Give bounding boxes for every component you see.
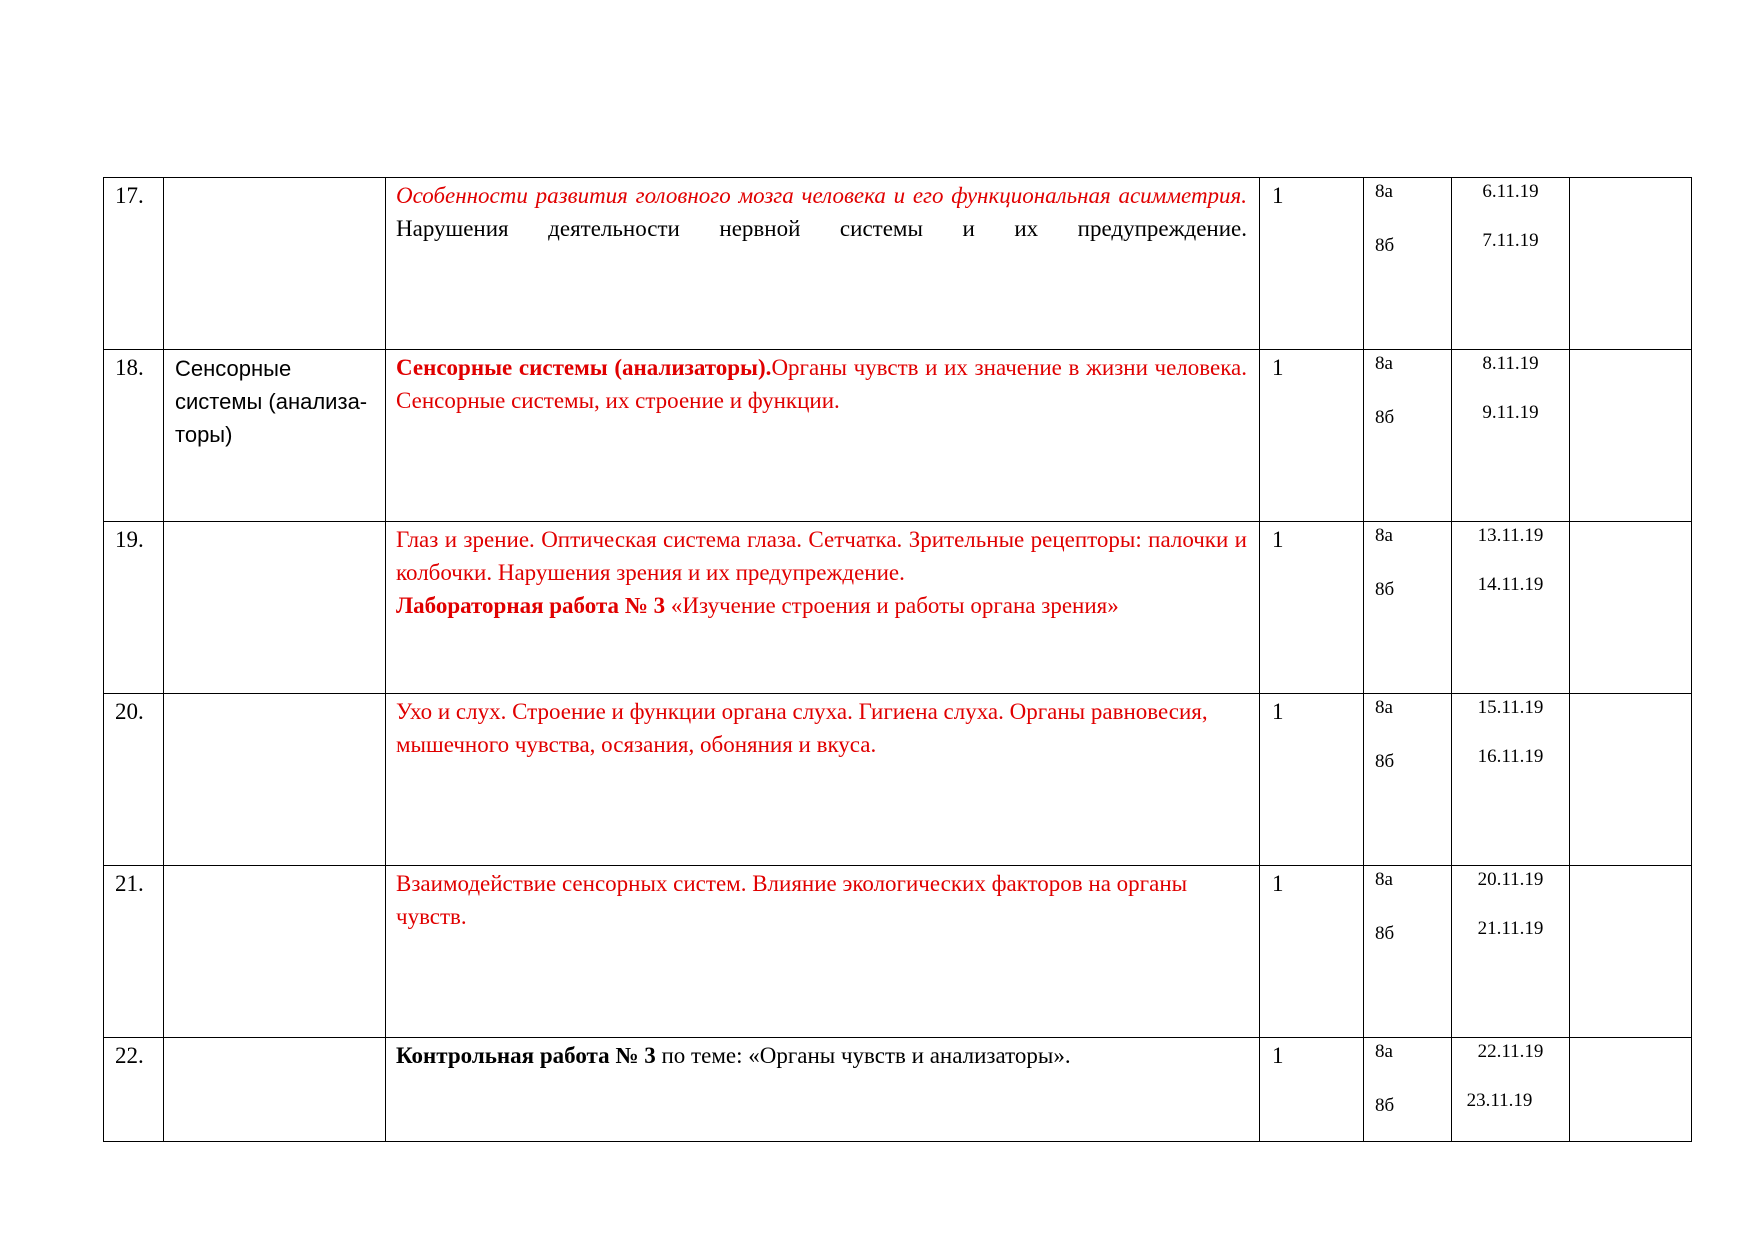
lesson-number: 19.	[104, 522, 164, 694]
table-row	[104, 178, 1692, 350]
lesson-hours: 1	[1260, 1038, 1364, 1142]
lesson-hours: 1	[1260, 694, 1364, 866]
lesson-dates	[1452, 522, 1570, 694]
lesson-topic	[386, 350, 1260, 522]
lesson-date: 6.11.19	[1482, 181, 1539, 202]
class-label: 8б	[1375, 751, 1395, 772]
class-label: 8б	[1375, 923, 1395, 944]
class-label: 8а	[1375, 697, 1393, 718]
section-name	[164, 1038, 386, 1142]
class-label: 8а	[1375, 1041, 1393, 1062]
topic-fragment: Ухо и слух. Строение и функции органа слуха. Гигиена слуха. Органы равновесия, мышечного чувства, осязания, обоняния и вкуса.	[396, 699, 1208, 757]
class-label: 8а	[1375, 869, 1393, 890]
topic-fragment: Лабораторная работа № 3	[396, 593, 666, 618]
lesson-plan-table	[103, 177, 1692, 1142]
section-name	[164, 522, 386, 694]
lesson-classes	[1364, 1038, 1452, 1142]
lesson-date: 15.11.19	[1477, 697, 1544, 718]
class-label: 8б	[1375, 235, 1395, 256]
lesson-number: 17.	[104, 178, 164, 350]
class-label: 8б	[1375, 579, 1395, 600]
lesson-date: 9.11.19	[1482, 402, 1539, 423]
section-name	[164, 694, 386, 866]
table-row	[104, 1038, 1692, 1142]
lesson-classes	[1364, 178, 1452, 350]
table-row	[104, 694, 1692, 866]
lesson-hours: 1	[1260, 178, 1364, 350]
notes-cell	[1570, 694, 1692, 866]
lesson-dates	[1452, 694, 1570, 866]
notes-cell	[1570, 350, 1692, 522]
notes-cell	[1570, 1038, 1692, 1142]
lesson-hours: 1	[1260, 350, 1364, 522]
table-row	[104, 350, 1692, 522]
lesson-date: 14.11.19	[1477, 574, 1544, 595]
lesson-date: 20.11.19	[1477, 869, 1544, 890]
section-name	[164, 178, 386, 350]
lesson-dates	[1452, 178, 1570, 350]
section-name: Сенсорные системы (анализа-торы)	[164, 350, 386, 522]
table-row	[104, 522, 1692, 694]
lesson-dates	[1452, 866, 1570, 1038]
section-name	[164, 866, 386, 1038]
topic-fragment: Нарушения деятельности нервной системы и их предупреждение.	[396, 216, 1247, 241]
lesson-topic	[386, 1038, 1260, 1142]
topic-fragment: по теме: «Органы чувств и анализаторы».	[655, 1043, 1071, 1068]
class-label: 8б	[1375, 1095, 1395, 1116]
class-label: 8а	[1375, 181, 1393, 202]
lesson-topic	[386, 178, 1260, 350]
lesson-hours: 1	[1260, 866, 1364, 1038]
topic-fragment: Особенности развития головного мозга человека и его функциональная асимметрия.	[396, 183, 1247, 208]
lesson-classes	[1364, 350, 1452, 522]
notes-cell	[1570, 866, 1692, 1038]
topic-fragment: Органы чувств и их значение в жизни человека. Сенсорные системы, их строение и функции.	[396, 355, 1248, 413]
topic-fragment: Глаз и зрение. Оптическая система глаза. Сетчатка. Зрительные рецепторы: палочки и колбочки. Нарушения зрения и их предупреждение.	[396, 527, 1247, 585]
lesson-number: 22.	[104, 1038, 164, 1142]
lesson-date: 13.11.19	[1477, 525, 1544, 546]
lesson-dates	[1452, 1038, 1570, 1142]
topic-fragment: «Изучение строения и работы органа зрения»	[665, 593, 1119, 618]
lesson-topic	[386, 866, 1260, 1038]
notes-cell	[1570, 522, 1692, 694]
lesson-dates	[1452, 350, 1570, 522]
lesson-date: 8.11.19	[1482, 353, 1539, 374]
lesson-number: 18.	[104, 350, 164, 522]
lesson-number: 21.	[104, 866, 164, 1038]
topic-fragment: Взаимодействие сенсорных систем. Влияние экологических факторов на органы чувств.	[396, 871, 1188, 929]
lesson-classes	[1364, 866, 1452, 1038]
lesson-date: 7.11.19	[1482, 230, 1539, 251]
table-row	[104, 866, 1692, 1038]
lesson-topic	[386, 522, 1260, 694]
lesson-number: 20.	[104, 694, 164, 866]
lesson-date: 23.11.19	[1466, 1090, 1533, 1111]
lesson-classes	[1364, 522, 1452, 694]
lesson-classes	[1364, 694, 1452, 866]
lesson-date: 16.11.19	[1477, 746, 1544, 767]
lesson-date: 22.11.19	[1477, 1041, 1544, 1062]
lesson-topic	[386, 694, 1260, 866]
lesson-date: 21.11.19	[1477, 918, 1544, 939]
class-label: 8а	[1375, 353, 1393, 374]
class-label: 8а	[1375, 525, 1393, 546]
topic-fragment: Сенсорные системы (анализаторы).	[396, 355, 772, 380]
notes-cell	[1570, 178, 1692, 350]
class-label: 8б	[1375, 407, 1395, 428]
lesson-hours: 1	[1260, 522, 1364, 694]
topic-fragment: Контрольная работа № 3	[396, 1043, 656, 1068]
